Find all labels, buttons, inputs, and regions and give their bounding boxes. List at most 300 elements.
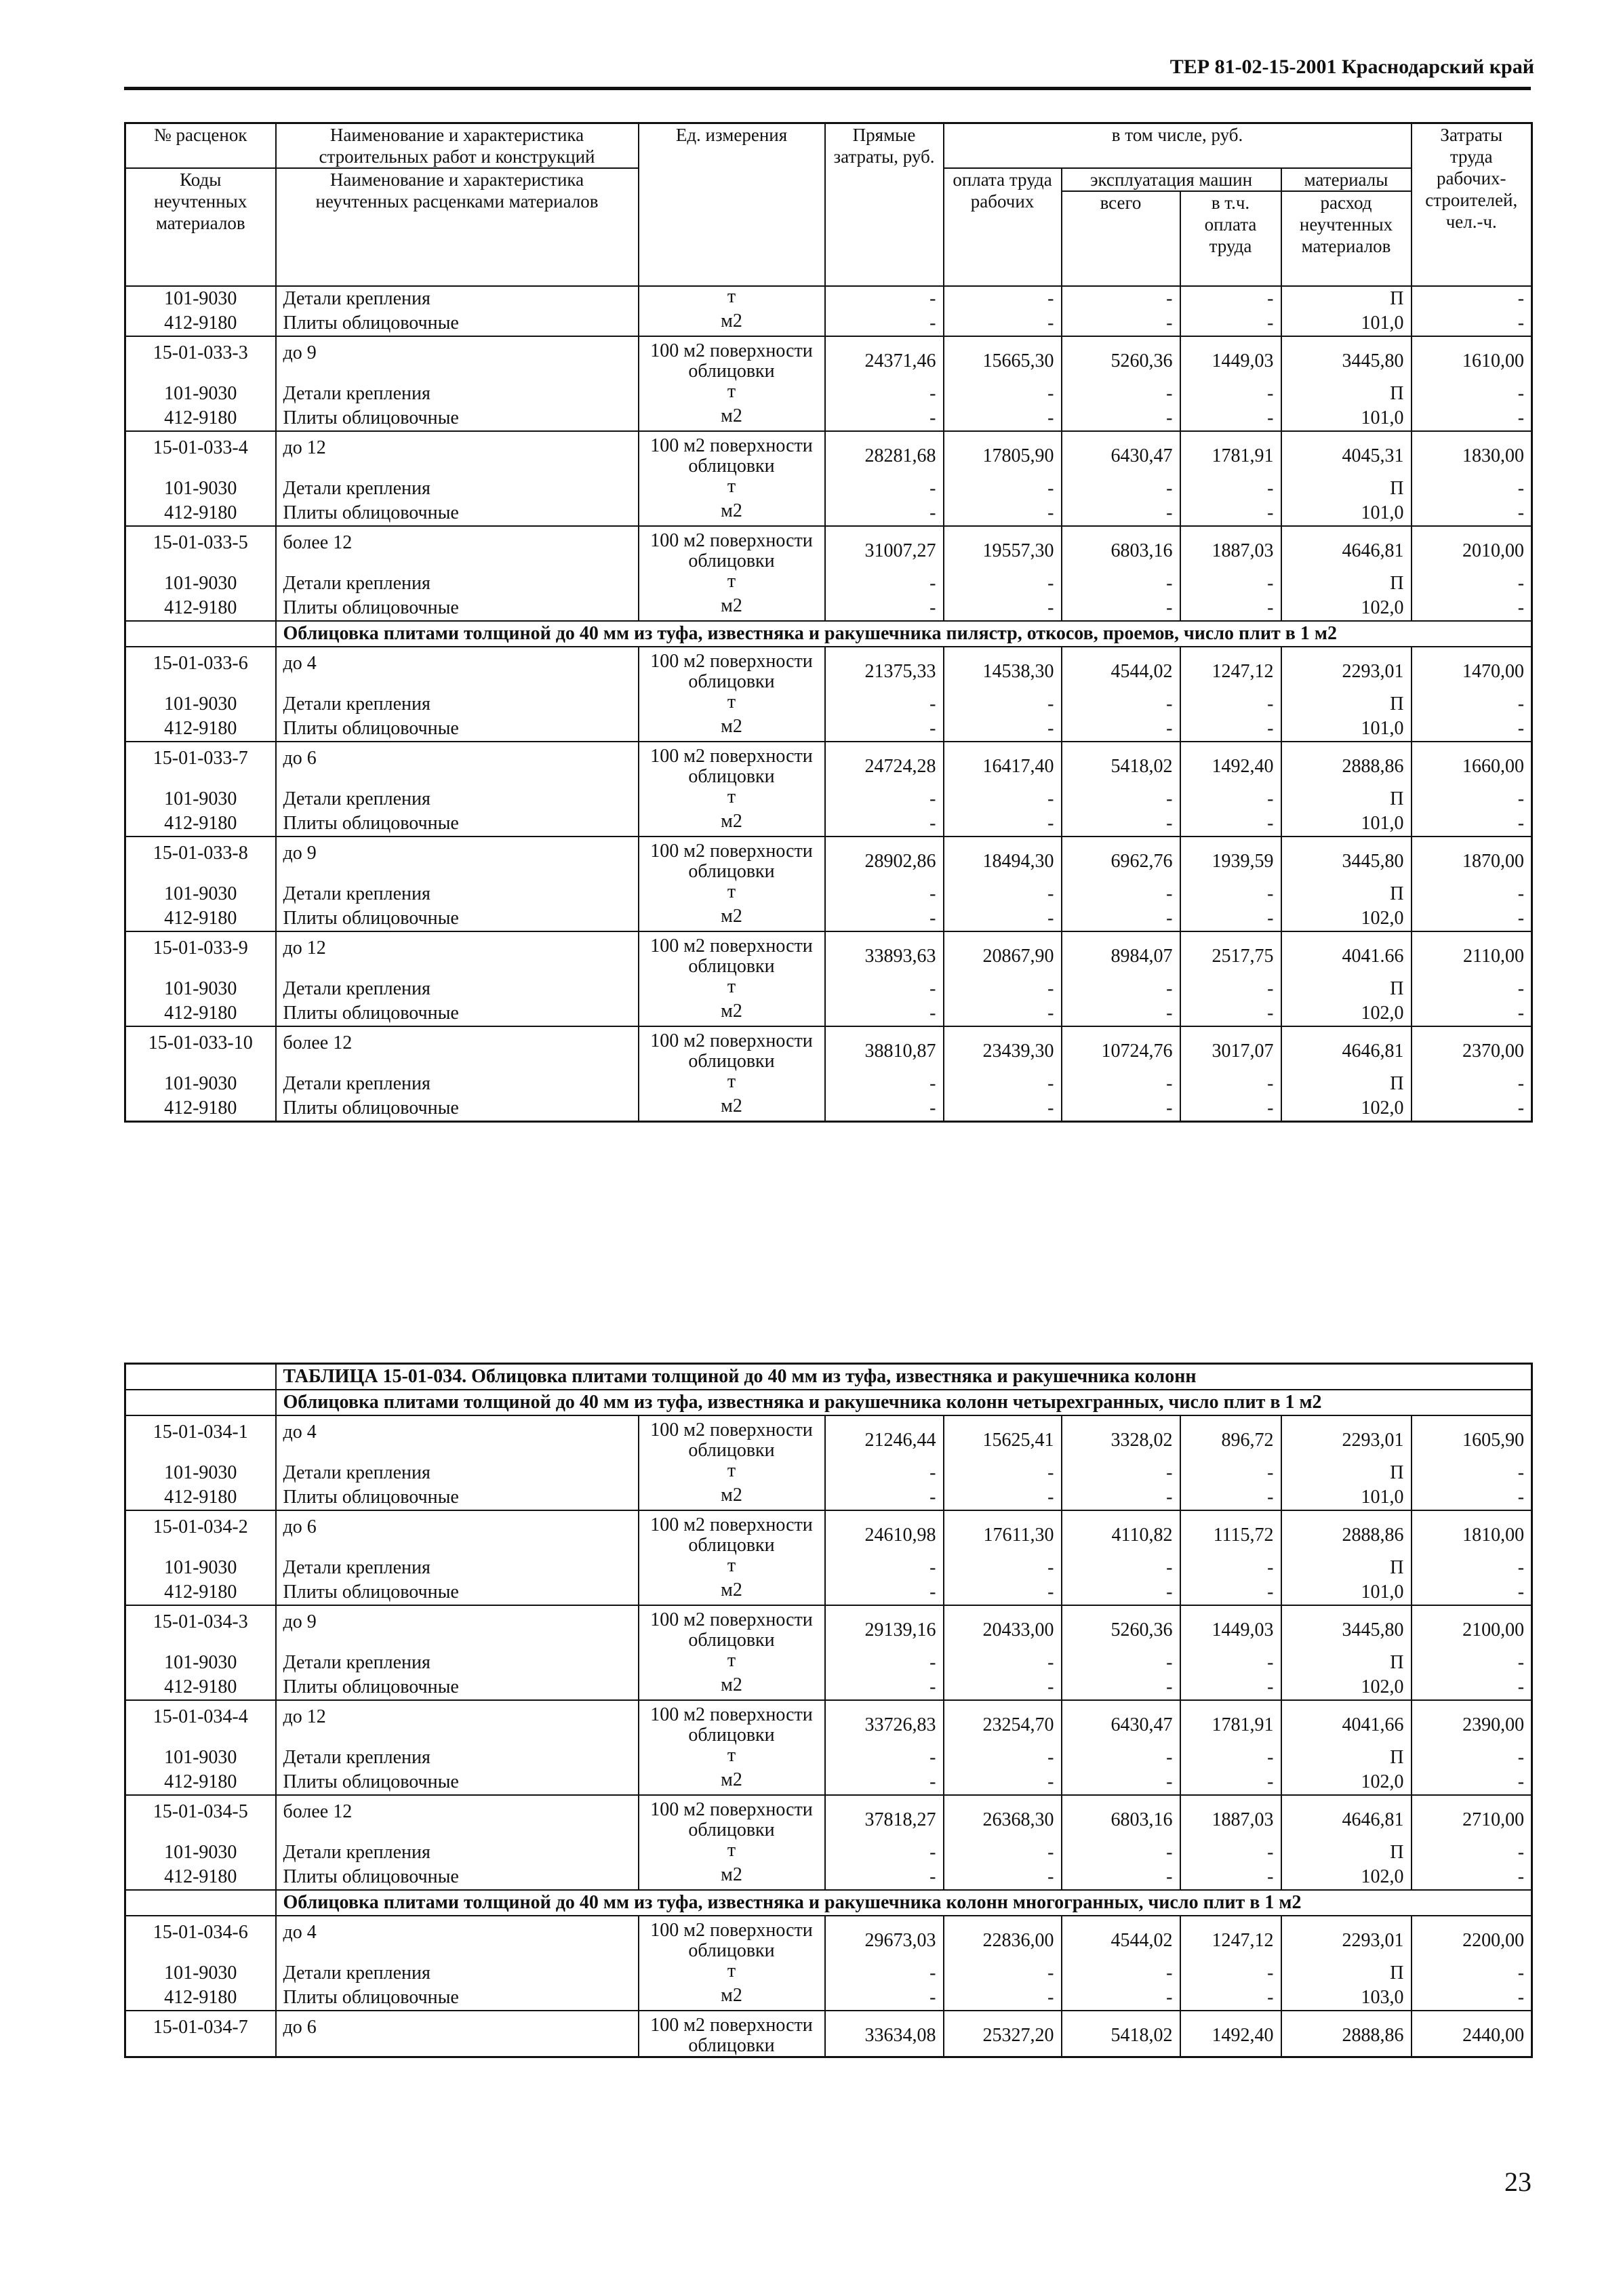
- material-row: [125, 1072, 1532, 1096]
- rate-row: [125, 1510, 1532, 1556]
- cell-wages: -: [944, 1485, 1062, 1510]
- cell-labor: 2390,00: [1412, 1700, 1532, 1746]
- col-code-bottom: Коды неучтенных материалов: [125, 168, 276, 286]
- cell-mach: 4544,02: [1062, 647, 1180, 692]
- cell-name: Плиты облицовочные: [276, 501, 639, 526]
- cell-name: Детали крепления: [276, 1840, 639, 1865]
- cell-labor: -: [1517, 813, 1525, 834]
- cell-mat: П: [1281, 1840, 1412, 1865]
- cell-code: 412-9180: [125, 906, 276, 931]
- cell-direct: -: [825, 1485, 944, 1510]
- cell-wages: -: [944, 1986, 1062, 2011]
- col-mat-sub: расход неучтенных материалов: [1281, 191, 1412, 286]
- cell-unit: 100 м2 поверхности облицовки: [639, 336, 825, 382]
- cell-machw: -: [1180, 1770, 1281, 1795]
- cell-name: Детали крепления: [276, 1461, 639, 1485]
- cell-machw: 1887,03: [1180, 1795, 1281, 1840]
- cell-unit: 100 м2 поверхности облицовки: [639, 2011, 825, 2057]
- cell-direct: -: [825, 1556, 944, 1580]
- cell-code: 101-9030: [125, 1651, 276, 1675]
- cell-labor: -: [1517, 908, 1525, 929]
- cell-name: до 6: [276, 1510, 639, 1556]
- cell-wages: -: [944, 571, 1062, 596]
- cell-wages: 20867,90: [944, 931, 1062, 977]
- cell-machw: -: [1180, 571, 1281, 596]
- section-title: ТАБЛИЦА 15-01-034. Облицовка плитами толщиной до 40 мм из туфа, известняка и ракушечника колонн: [276, 1364, 1532, 1390]
- cell-direct: -: [825, 1651, 944, 1675]
- cell-mach: -: [1062, 286, 1180, 311]
- cell-direct: -: [825, 477, 944, 501]
- cell-unit: м2: [639, 811, 825, 837]
- material-row: [125, 1746, 1532, 1770]
- cell-wages: -: [944, 1096, 1062, 1122]
- cell-unit: м2: [639, 1580, 825, 1605]
- cell-machw: 1781,91: [1180, 431, 1281, 477]
- section-spacer: [125, 1390, 276, 1415]
- cell-labor: -: [1517, 1676, 1525, 1697]
- cell-mat: 4646,81: [1281, 526, 1412, 571]
- cell-name: Детали крепления: [276, 882, 639, 906]
- rate-row: [125, 1415, 1532, 1461]
- cell-code: 15-01-033-9: [125, 931, 276, 977]
- cell-direct: -: [825, 811, 944, 837]
- cell-name: Плиты облицовочные: [276, 1580, 639, 1605]
- cell-direct: -: [825, 1675, 944, 1700]
- section-title: Облицовка плитами толщиной до 40 мм из туфа, известняка и ракушечника колонн многогранных, число плит в 1 м2: [276, 1890, 1532, 1916]
- cell-wages: -: [944, 977, 1062, 1001]
- cell-machw: -: [1180, 1461, 1281, 1485]
- section-title: Облицовка плитами толщиной до 40 мм из туфа, известняка и ракушечника колонн четырехгранных, число плит в 1 м2: [276, 1390, 1532, 1415]
- cell-wages: -: [944, 311, 1062, 336]
- cell-unit: м2: [639, 311, 825, 336]
- cell-mach: -: [1062, 882, 1180, 906]
- cell-mat: 2293,01: [1281, 1415, 1412, 1461]
- cell-labor: -: [1517, 1097, 1525, 1119]
- cell-code: 15-01-034-4: [125, 1700, 276, 1746]
- cell-mat: П: [1281, 1746, 1412, 1770]
- cell-labor: 2710,00: [1412, 1795, 1532, 1840]
- cell-direct: -: [825, 1961, 944, 1986]
- cell-code: 101-9030: [125, 1556, 276, 1580]
- cell-labor: 1810,00: [1412, 1510, 1532, 1556]
- cell-wages: -: [944, 1461, 1062, 1485]
- cell-mat: П: [1281, 286, 1412, 311]
- cell-labor: -: [1517, 1073, 1525, 1094]
- cell-code: 101-9030: [125, 1840, 276, 1865]
- cell-direct: 21375,33: [825, 647, 944, 692]
- cell-mat: 4045,31: [1281, 431, 1412, 477]
- cell-mat: 101,0: [1281, 406, 1412, 431]
- cell-machw: 1247,12: [1180, 647, 1281, 692]
- cell-wages: 23254,70: [944, 1700, 1062, 1746]
- cell-labor: -: [1517, 1842, 1525, 1863]
- cell-code: 101-9030: [125, 1961, 276, 1986]
- section-spacer: [125, 1364, 276, 1390]
- cell-direct: 31007,27: [825, 526, 944, 571]
- cell-code: 101-9030: [125, 692, 276, 717]
- material-row: [125, 1580, 1532, 1605]
- cell-mach: 5418,02: [1062, 2011, 1180, 2057]
- cell-mach: -: [1062, 811, 1180, 837]
- cell-wages: -: [944, 1580, 1062, 1605]
- cell-unit: 100 м2 поверхности облицовки: [639, 1605, 825, 1651]
- cell-mat: 102,0: [1281, 1770, 1412, 1795]
- cell-mach: -: [1062, 1675, 1180, 1700]
- section-polyhedral: [125, 1890, 1532, 1916]
- col-unit: Ед. измерения: [639, 123, 825, 287]
- material-row: [125, 1770, 1532, 1795]
- cell-mat: П: [1281, 1461, 1412, 1485]
- material-row: [125, 692, 1532, 717]
- col-direct: Прямые затраты, руб.: [825, 123, 944, 287]
- cell-code: 412-9180: [125, 406, 276, 431]
- cell-unit: 100 м2 поверхности облицовки: [639, 431, 825, 477]
- cell-mat: 2293,01: [1281, 1916, 1412, 1961]
- cell-mach: -: [1062, 477, 1180, 501]
- cell-unit: т: [639, 1461, 825, 1485]
- cell-labor: -: [1517, 1582, 1525, 1603]
- cell-direct: -: [825, 717, 944, 742]
- cell-mat: П: [1281, 1556, 1412, 1580]
- cell-labor: -: [1517, 573, 1525, 594]
- cell-labor: -: [1517, 407, 1525, 428]
- cell-name: до 9: [276, 336, 639, 382]
- cell-labor: 1605,90: [1412, 1415, 1532, 1461]
- cell-direct: 28281,68: [825, 431, 944, 477]
- cell-name: Плиты облицовочные: [276, 811, 639, 837]
- cell-mat: П: [1281, 1072, 1412, 1096]
- cell-direct: -: [825, 1096, 944, 1122]
- cell-code: 101-9030: [125, 977, 276, 1001]
- cell-machw: -: [1180, 1072, 1281, 1096]
- cell-wages: 26368,30: [944, 1795, 1062, 1840]
- material-row: [125, 882, 1532, 906]
- cell-mat: 2888,86: [1281, 742, 1412, 787]
- cell-name: более 12: [276, 526, 639, 571]
- cell-direct: 33893,63: [825, 931, 944, 977]
- cell-labor: -: [1517, 1771, 1525, 1792]
- cell-code: 15-01-033-10: [125, 1026, 276, 1072]
- col-materials: материалы: [1281, 168, 1412, 191]
- cell-name: Плиты облицовочные: [276, 1001, 639, 1026]
- cell-wages: -: [944, 692, 1062, 717]
- cell-unit: 100 м2 поверхности облицовки: [639, 647, 825, 692]
- cell-direct: 28902,86: [825, 837, 944, 882]
- material-row: [125, 1840, 1532, 1865]
- cell-unit: м2: [639, 1770, 825, 1795]
- section-pilasters: [125, 621, 1532, 647]
- cell-unit: т: [639, 382, 825, 406]
- cell-name: до 4: [276, 647, 639, 692]
- cell-direct: 24724,28: [825, 742, 944, 787]
- cell-code: 412-9180: [125, 501, 276, 526]
- material-row: [125, 382, 1532, 406]
- cell-labor: 1870,00: [1412, 837, 1532, 882]
- cell-direct: -: [825, 882, 944, 906]
- cell-machw: 1781,91: [1180, 1700, 1281, 1746]
- cell-code: 15-01-034-5: [125, 1795, 276, 1840]
- cell-code: 412-9180: [125, 1096, 276, 1122]
- cell-mat: 102,0: [1281, 596, 1412, 621]
- section-spacer: [125, 621, 276, 647]
- cell-labor: 2440,00: [1412, 2011, 1532, 2057]
- cell-machw: -: [1180, 286, 1281, 311]
- cell-code: 15-01-033-8: [125, 837, 276, 882]
- cell-direct: -: [825, 1461, 944, 1485]
- cell-direct: -: [825, 596, 944, 621]
- cell-mat: 4646,81: [1281, 1795, 1412, 1840]
- cell-machw: 1449,03: [1180, 336, 1281, 382]
- cell-name: Плиты облицовочные: [276, 1675, 639, 1700]
- cell-labor: -: [1517, 1987, 1525, 2008]
- cell-mat: 4041.66: [1281, 931, 1412, 977]
- cell-mach: 3328,02: [1062, 1415, 1180, 1461]
- cell-direct: -: [825, 406, 944, 431]
- cell-mach: -: [1062, 382, 1180, 406]
- cell-unit: м2: [639, 906, 825, 931]
- cell-unit: т: [639, 1961, 825, 1986]
- rate-row: [125, 1605, 1532, 1651]
- col-incl: в том числе, руб.: [944, 123, 1412, 169]
- cell-labor: -: [1517, 597, 1525, 618]
- cell-mach: 10724,76: [1062, 1026, 1180, 1072]
- cell-wages: -: [944, 906, 1062, 931]
- cell-machw: -: [1180, 1001, 1281, 1026]
- cell-machw: -: [1180, 1556, 1281, 1580]
- cell-code: 412-9180: [125, 596, 276, 621]
- rate-row: [125, 1916, 1532, 1961]
- cell-labor: -: [1517, 1747, 1525, 1768]
- cell-labor: -: [1517, 313, 1525, 334]
- cell-wages: 15625,41: [944, 1415, 1062, 1461]
- cell-mach: -: [1062, 311, 1180, 336]
- cell-mach: -: [1062, 692, 1180, 717]
- material-row: [125, 1001, 1532, 1026]
- cell-labor: -: [1517, 1652, 1525, 1673]
- cell-mach: -: [1062, 501, 1180, 526]
- material-row: [125, 596, 1532, 621]
- cell-direct: -: [825, 311, 944, 336]
- cell-wages: -: [944, 406, 1062, 431]
- cell-mach: -: [1062, 406, 1180, 431]
- col-machines: эксплуатация машин: [1062, 168, 1281, 191]
- cell-wages: -: [944, 1961, 1062, 1986]
- cell-direct: -: [825, 787, 944, 811]
- cell-mat: 102,0: [1281, 1865, 1412, 1890]
- cell-mat: 4646,81: [1281, 1026, 1412, 1072]
- cell-machw: -: [1180, 382, 1281, 406]
- cell-wages: -: [944, 787, 1062, 811]
- cell-mat: 101,0: [1281, 311, 1412, 336]
- cell-code: 101-9030: [125, 477, 276, 501]
- cell-unit: 100 м2 поверхности облицовки: [639, 1700, 825, 1746]
- material-row: [125, 977, 1532, 1001]
- cell-wages: -: [944, 1072, 1062, 1096]
- cell-code: 412-9180: [125, 1485, 276, 1510]
- cell-unit: м2: [639, 1485, 825, 1510]
- cell-name: Плиты облицовочные: [276, 717, 639, 742]
- cell-wages: -: [944, 501, 1062, 526]
- cell-labor: -: [1517, 1487, 1525, 1508]
- cell-mat: 101,0: [1281, 811, 1412, 837]
- cell-unit: м2: [639, 1986, 825, 2011]
- cell-direct: -: [825, 692, 944, 717]
- cell-direct: 38810,87: [825, 1026, 944, 1072]
- cell-wages: -: [944, 286, 1062, 311]
- cell-mach: -: [1062, 1986, 1180, 2011]
- cell-direct: -: [825, 977, 944, 1001]
- material-row: [125, 501, 1532, 526]
- cell-name: Плиты облицовочные: [276, 596, 639, 621]
- cell-name: Детали крепления: [276, 1651, 639, 1675]
- col-mach-wages: в т.ч. оплата труда: [1180, 191, 1281, 286]
- cell-mach: 6430,47: [1062, 431, 1180, 477]
- cell-direct: -: [825, 906, 944, 931]
- cell-mat: 101,0: [1281, 1485, 1412, 1510]
- cell-name: Плиты облицовочные: [276, 311, 639, 336]
- cell-mat: П: [1281, 692, 1412, 717]
- cell-code: 101-9030: [125, 787, 276, 811]
- section-spacer: [125, 1890, 276, 1916]
- cell-name: Плиты облицовочные: [276, 1485, 639, 1510]
- cell-mat: 2293,01: [1281, 647, 1412, 692]
- material-row: [125, 1986, 1532, 2011]
- cell-name: Детали крепления: [276, 477, 639, 501]
- rate-row: [125, 336, 1532, 382]
- cell-unit: т: [639, 882, 825, 906]
- cell-name: Детали крепления: [276, 1072, 639, 1096]
- cell-unit: т: [639, 1840, 825, 1865]
- rates-table-15-01-034: [124, 1363, 1533, 2058]
- cell-mach: -: [1062, 1001, 1180, 1026]
- cell-code: 101-9030: [125, 1072, 276, 1096]
- cell-wages: -: [944, 1865, 1062, 1890]
- cell-mach: 6962,76: [1062, 837, 1180, 882]
- cell-name: Детали крепления: [276, 1556, 639, 1580]
- cell-wages: -: [944, 596, 1062, 621]
- cell-unit: 100 м2 поверхности облицовки: [639, 526, 825, 571]
- cell-mach: -: [1062, 596, 1180, 621]
- cell-mat: 2888,86: [1281, 1510, 1412, 1556]
- cell-machw: 1115,72: [1180, 1510, 1281, 1556]
- cell-machw: -: [1180, 1580, 1281, 1605]
- cell-direct: -: [825, 1072, 944, 1096]
- cell-mat: П: [1281, 787, 1412, 811]
- cell-labor: -: [1517, 1557, 1525, 1578]
- cell-name: более 12: [276, 1026, 639, 1072]
- rate-row: [125, 1795, 1532, 1840]
- cell-direct: -: [825, 1746, 944, 1770]
- cell-machw: -: [1180, 977, 1281, 1001]
- cell-mach: -: [1062, 906, 1180, 931]
- cell-name: более 12: [276, 1795, 639, 1840]
- cell-mat: П: [1281, 977, 1412, 1001]
- rate-row: [125, 1700, 1532, 1746]
- cell-unit: т: [639, 477, 825, 501]
- cell-direct: -: [825, 1770, 944, 1795]
- cell-direct: 24371,46: [825, 336, 944, 382]
- rate-row: [125, 1026, 1532, 1072]
- cell-mach: 5418,02: [1062, 742, 1180, 787]
- cell-machw: 896,72: [1180, 1415, 1281, 1461]
- cell-wages: -: [944, 1746, 1062, 1770]
- cell-mach: -: [1062, 1580, 1180, 1605]
- cell-wages: 17805,90: [944, 431, 1062, 477]
- cell-machw: -: [1180, 1961, 1281, 1986]
- cell-machw: -: [1180, 406, 1281, 431]
- cell-mach: 6803,16: [1062, 1795, 1180, 1840]
- cell-labor: 2100,00: [1412, 1605, 1532, 1651]
- material-row: [125, 1675, 1532, 1700]
- cell-machw: 2517,75: [1180, 931, 1281, 977]
- cell-unit: т: [639, 1746, 825, 1770]
- rate-row: [125, 2011, 1532, 2057]
- cell-unit: м2: [639, 406, 825, 431]
- col-labor: Затраты труда рабочих-строителей, чел.-ч.: [1412, 123, 1532, 287]
- col-wages: оплата труда рабочих: [944, 168, 1062, 286]
- cell-wages: -: [944, 1770, 1062, 1795]
- cell-mat: 102,0: [1281, 906, 1412, 931]
- cell-machw: -: [1180, 1675, 1281, 1700]
- cell-machw: -: [1180, 1096, 1281, 1122]
- material-row: [125, 1961, 1532, 1986]
- material-row: [125, 477, 1532, 501]
- cell-code: 101-9030: [125, 882, 276, 906]
- material-row: [125, 1096, 1532, 1122]
- cell-unit: 100 м2 поверхности облицовки: [639, 1415, 825, 1461]
- cell-direct: -: [825, 382, 944, 406]
- cell-direct: 33634,08: [825, 2011, 944, 2057]
- cell-mat: П: [1281, 1961, 1412, 1986]
- cell-code: 15-01-034-2: [125, 1510, 276, 1556]
- cell-code: 412-9180: [125, 717, 276, 742]
- cell-mach: -: [1062, 1865, 1180, 1890]
- cell-name: Детали крепления: [276, 1746, 639, 1770]
- cell-unit: 100 м2 поверхности облицовки: [639, 1510, 825, 1556]
- cell-code: 15-01-034-7: [125, 2011, 276, 2057]
- cell-mat: 102,0: [1281, 1675, 1412, 1700]
- cell-unit: 100 м2 поверхности облицовки: [639, 742, 825, 787]
- cell-mach: 5260,36: [1062, 336, 1180, 382]
- cell-machw: -: [1180, 692, 1281, 717]
- cell-labor: 2200,00: [1412, 1916, 1532, 1961]
- cell-unit: 100 м2 поверхности облицовки: [639, 1916, 825, 1961]
- material-row: [125, 286, 1532, 311]
- cell-mat: П: [1281, 1651, 1412, 1675]
- cell-labor: -: [1517, 693, 1525, 714]
- cell-name: Плиты облицовочные: [276, 1770, 639, 1795]
- cell-mach: -: [1062, 1072, 1180, 1096]
- rate-row: [125, 742, 1532, 787]
- cell-labor: -: [1412, 286, 1532, 311]
- cell-mach: 8984,07: [1062, 931, 1180, 977]
- cell-direct: -: [825, 1001, 944, 1026]
- cell-mat: П: [1281, 477, 1412, 501]
- col-name-bottom: Наименование и характеристика неучтенных расценками материалов: [276, 168, 639, 286]
- cell-code: 412-9180: [125, 1865, 276, 1890]
- cell-code: 101-9030: [125, 382, 276, 406]
- cell-labor: -: [1517, 883, 1525, 904]
- cell-direct: 29139,16: [825, 1605, 944, 1651]
- cell-name: до 12: [276, 1700, 639, 1746]
- cell-code: 15-01-033-5: [125, 526, 276, 571]
- cell-wages: 23439,30: [944, 1026, 1062, 1072]
- cell-machw: 1939,59: [1180, 837, 1281, 882]
- cell-code: 15-01-033-7: [125, 742, 276, 787]
- cell-machw: -: [1180, 1651, 1281, 1675]
- cell-code: 412-9180: [125, 1675, 276, 1700]
- cell-mach: -: [1062, 1461, 1180, 1485]
